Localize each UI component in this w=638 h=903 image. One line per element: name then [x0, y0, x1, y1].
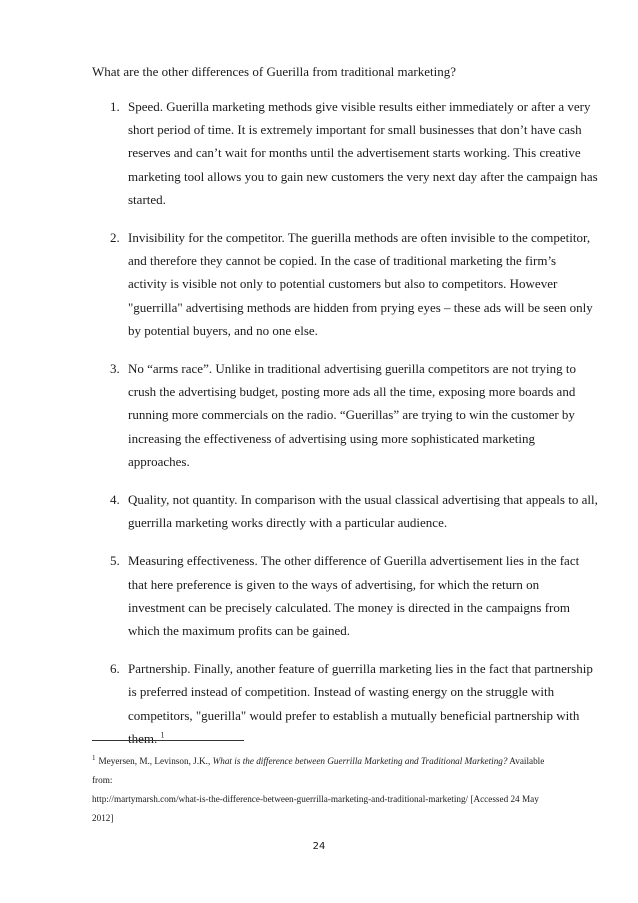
footnote-reference: 1 — [160, 730, 165, 740]
list-item-number: 3. — [110, 361, 120, 377]
list-item — [0, 488, 598, 534]
list-item-number: 4. — [110, 492, 120, 508]
list-item-text-body: Partnership. Finally, another feature of guerrilla marketing lies in the fact that partnership is preferred instead of competition. Instead of wasting energy on the struggle with competitors, "guerilla" would prefer to establish a mutually beneficial partnership with them. — [128, 661, 593, 746]
footnote-divider — [92, 740, 244, 741]
list-item-number: 2. — [110, 230, 120, 246]
list-item-number: 5. — [110, 553, 120, 569]
list-item-text: No “arms race”. Unlike in traditional advertising guerilla competitors are not trying to crush the advertising budget, posting more ads all the time, exposing more boards and running more commercials on the radio. “Guerillas” are trying to win the customer by increasing the effectiveness of advertising using more sophisticated marketing approaches. — [128, 361, 576, 469]
footnote-available: Available from: — [92, 756, 545, 785]
list-item-number: 1. — [110, 99, 120, 114]
list-item-text: Quality, not quantity. In comparison with the usual classical advertising that appeals to all, guerrilla marketing works directly with a particular audience. — [128, 492, 598, 531]
footnote-url: http://martymarsh.com/what-is-the-difference-between-guerrilla-marketing-and-traditional-marketing/ [Accessed 24 May 2012] — [92, 794, 539, 823]
list-item-text — [128, 657, 598, 750]
list-item — [0, 95, 598, 211]
list-item — [0, 657, 598, 750]
list-item-text: Speed. Guerilla marketing methods give visible results either immediately or after a very short period of time. It is extremely important for small businesses that don’t have cash reserves and can’t wait for months until the advertisement starts working. This creative marketing tool allows you to gain new customers the very next day after the campaign has started. — [128, 99, 598, 207]
footnote-authors: Meyersen, M., Levinson, J.K., — [98, 756, 211, 766]
section-question: What are the other differences of Guerilla from traditional marketing? — [92, 64, 456, 79]
list-item-text: Invisibility for the competitor. The guerilla methods are often invisible to the competitor, and therefore they cannot be copied. In the case of traditional marketing the firm’s activity is visible not only to potential customers but also to competitors. However "guerrilla" advertising methods are hidden from prying eyes – these ads will be seen only by potential buyers, and no one else. — [128, 230, 593, 338]
list-item-number: 6. — [110, 661, 120, 677]
page-number: 24 — [312, 841, 326, 852]
footnote-title: What is the difference between Guerrilla Marketing and Traditional Marketing? — [212, 756, 508, 766]
differences-list — [0, 95, 638, 765]
list-item-text: Measuring effectiveness. The other difference of Guerilla advertisement lies in the fact that here preference is given to the ways of advertising, for which the return on investment can be precisely calculated. The money is directed in the campaigns from which the maximum profits can be gained. — [128, 553, 580, 639]
footnote — [92, 752, 562, 828]
list-item — [0, 357, 598, 473]
footnote-mark: 1 — [92, 753, 96, 762]
list-item — [0, 549, 598, 642]
list-item — [0, 226, 598, 342]
